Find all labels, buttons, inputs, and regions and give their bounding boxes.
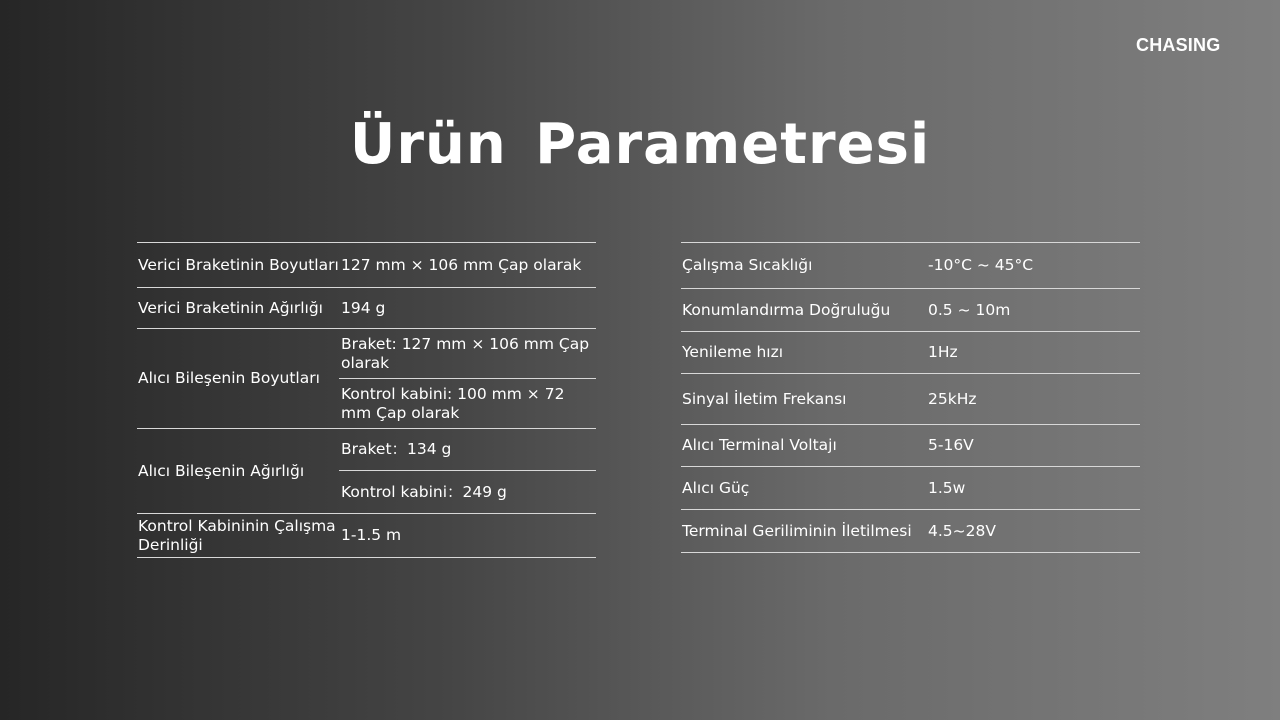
spec-value: 127 mm × 106 mm Çap olarak [341,255,582,274]
spec-value: 1.5w [928,478,966,497]
spec-label: Alıcı Bileşenin Ağırlığı [138,461,305,480]
spec-label: Terminal Geriliminin İletilmesi [682,521,912,540]
spec-label: Çalışma Sıcaklığı [682,256,813,274]
spec-label: Verici Braketinin Ağırlığı [138,298,323,317]
spec-value: 1-1.5 m [341,526,402,544]
table-divider [681,552,1140,553]
brand-logo: CHASING [1136,35,1221,55]
spec-label: Konumlandırma Doğruluğu [682,300,891,319]
spec-label: Yenileme hızı [682,343,784,361]
spec-label: Verici Braketinin Boyutları [138,255,339,274]
spec-label: Kontrol Kabininin Çalışma Derinliği [138,516,336,554]
spec-value: 0.5 ~ 10m [928,300,1011,319]
spec-value: 4.5~28V [928,521,996,540]
spec-label: Alıcı Bileşenin Boyutları [138,369,320,387]
spec-label: Alıcı Terminal Voltajı [682,436,837,454]
spec-value: 194 g [341,298,386,317]
spec-sub-value: Kontrol kabini：249 g [341,482,507,501]
table-divider [137,557,596,558]
spec-sub-value: Kontrol kabini: 100 mm × 72 mm Çap olarak [341,384,565,422]
page-title: Ürün Parametresi [349,112,931,177]
spec-sub-value: Braket: 127 mm × 106 mm Çap olarak [341,334,590,372]
spec-sub-value: Braket：134 g [341,440,452,458]
spec-label: Sinyal İletim Frekansı [682,389,847,408]
spec-value: 5-16V [928,436,974,454]
spec-value: 1Hz [928,343,958,361]
spec-value: 25kHz [928,389,977,408]
spec-label: Alıcı Güç [682,478,750,497]
spec-value: -10°C ~ 45°C [928,256,1034,274]
